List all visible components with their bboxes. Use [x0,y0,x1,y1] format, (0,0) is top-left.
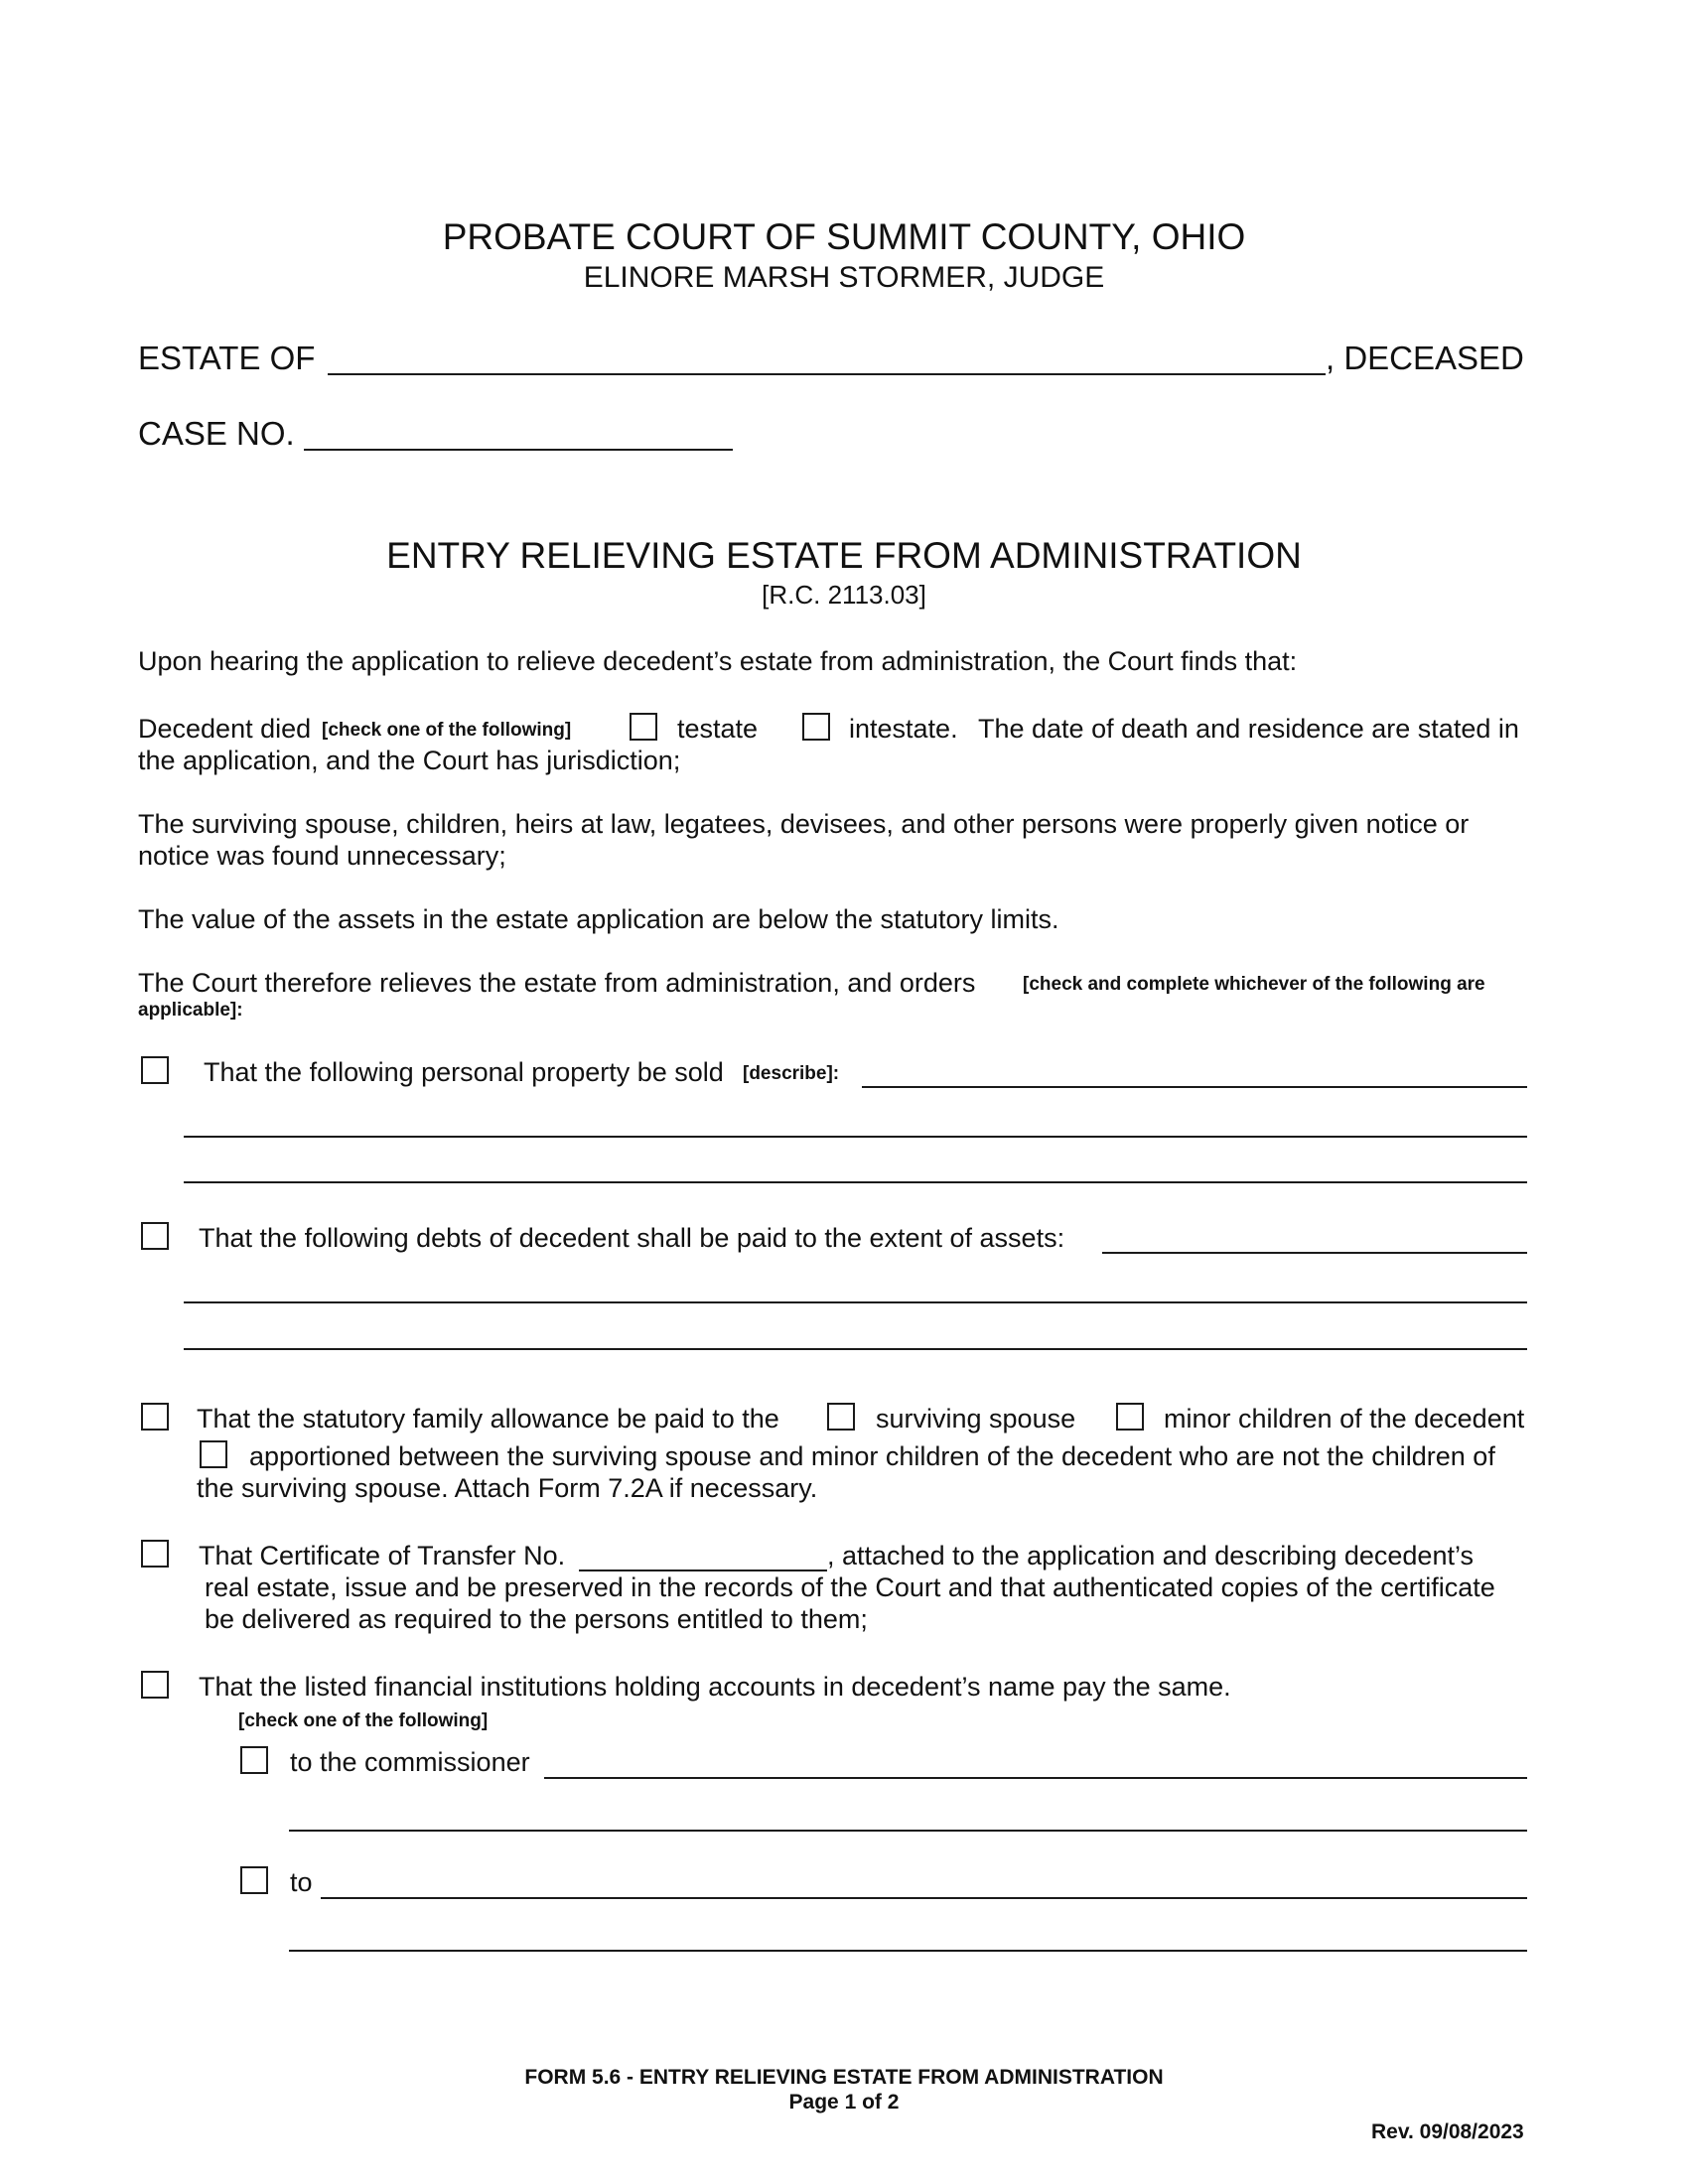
findings-intro: Upon hearing the application to relieve decedent’s estate from administration, the Court finds that: [138,646,1298,676]
died-line2: the application, and the Court has jurisdiction; [138,746,681,775]
statute-reference: [R.C. 2113.03] [762,580,926,610]
property-description-field[interactable] [862,1086,1527,1088]
debts-line-2[interactable] [184,1301,1527,1303]
certificate-prefix: That Certificate of Transfer No. [199,1541,566,1570]
family-allowance-checkbox[interactable] [141,1403,169,1431]
estate-name-field[interactable] [328,373,1326,375]
judge-name: ELINORE MARSH STORMER, JUDGE [583,261,1105,294]
orders-text: The Court therefore relieves the estate from administration, and orders [138,968,976,998]
certificate-transfer-checkbox[interactable] [141,1540,169,1568]
certificate-line3: be delivered as required to the persons entitled to them; [205,1604,868,1634]
footer-page-number: Page 1 of 2 [788,2091,900,2114]
court-name: PROBATE COURT OF SUMMIT COUNTY, OHIO [442,216,1246,257]
died-instruction: [check one of the following] [322,720,572,741]
debts-line-3[interactable] [184,1348,1527,1350]
commissioner-field[interactable] [544,1777,1527,1779]
to-other-label: to [290,1867,313,1897]
certificate-suffix: , attached to the application and describing decedent’s [827,1541,1474,1570]
died-prefix: Decedent died [138,714,312,744]
certificate-line2: real estate, issue and be preserved in the records of the Court and that authenticated copies of the certificate [205,1572,1495,1602]
family-allowance-text: That the statutory family allowance be paid to the [197,1404,779,1433]
surviving-spouse-label: surviving spouse [876,1404,1076,1433]
apportioned-line2: the surviving spouse. Attach Form 7.2A if necessary. [197,1473,818,1503]
form-title: ENTRY RELIEVING ESTATE FROM ADMINISTRATION [386,535,1302,576]
to-commissioner-label: to the commissioner [290,1747,530,1777]
testate-checkbox[interactable] [630,713,657,741]
financial-institutions-text: That the listed financial institutions holding accounts in decedent’s name pay the same. [199,1672,1231,1702]
to-other-field[interactable] [321,1897,1527,1899]
case-no-field[interactable] [304,449,733,451]
financial-institutions-checkbox[interactable] [141,1671,169,1699]
property-sold-instruction: [describe]: [743,1063,840,1084]
to-other-line-2[interactable] [289,1950,1527,1952]
property-sold-text: That the following personal property be sold [204,1057,724,1087]
surviving-spouse-checkbox[interactable] [827,1403,855,1431]
apportioned-checkbox[interactable] [200,1440,227,1468]
debts-field[interactable] [1102,1252,1527,1254]
died-line1-rest: The date of death and residence are stated in [978,714,1519,744]
intestate-checkbox[interactable] [802,713,830,741]
property-sold-checkbox[interactable] [141,1056,169,1084]
debts-paid-text: That the following debts of decedent shall be paid to the extent of assets: [199,1223,1065,1253]
debts-paid-checkbox[interactable] [141,1222,169,1250]
orders-instruction-cont: applicable]: [138,1000,243,1021]
certificate-number-field[interactable] [579,1570,827,1571]
to-commissioner-checkbox[interactable] [240,1746,268,1774]
minor-children-label: minor children of the decedent [1164,1404,1525,1433]
to-other-checkbox[interactable] [240,1866,268,1894]
estate-of-label: ESTATE OF [138,340,316,376]
commissioner-line-2[interactable] [289,1830,1527,1832]
assets-finding: The value of the assets in the estate application are below the statutory limits. [138,904,1059,934]
deceased-label: , DECEASED [1326,340,1524,376]
orders-instruction: [check and complete whichever of the following are [1023,974,1485,995]
notice-line1: The surviving spouse, children, heirs at law, legatees, devisees, and other persons were properly given notice or [138,809,1470,839]
intestate-label: intestate. [849,714,958,744]
testate-label: testate [677,714,759,744]
minor-children-checkbox[interactable] [1116,1403,1144,1431]
notice-line2: notice was found unnecessary; [138,841,506,871]
footer-form-name: FORM 5.6 - ENTRY RELIEVING ESTATE FROM ADMINISTRATION [524,2066,1164,2089]
apportioned-line1: apportioned between the surviving spouse and minor children of the decedent who are not the children of [249,1441,1495,1471]
footer-revision: Rev. 09/08/2023 [1371,2120,1524,2143]
case-no-label: CASE NO. [138,415,295,452]
property-description-line-2[interactable] [184,1136,1527,1138]
financial-instruction: [check one of the following] [238,1710,489,1731]
property-description-line-3[interactable] [184,1181,1527,1183]
